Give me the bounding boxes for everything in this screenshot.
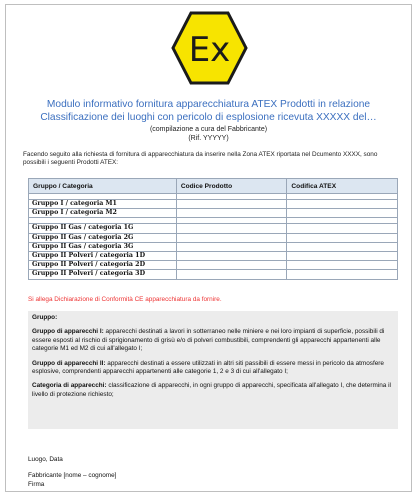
table-row: [29, 224, 398, 233]
table-row: [29, 251, 398, 260]
document-subtitle: [6, 125, 411, 143]
header-codice-prodotto: Codice Prodotto: [176, 179, 287, 194]
logo-text: Ex: [188, 30, 231, 70]
definition-label: Gruppo di apparecchi I:: [32, 328, 104, 336]
definition-text: apparecchi destinati a essere utilizzati in altri siti passibili di essere messi in pericolo da atmosfere esplosive, comprendenti apparecchi appartenenti alle categorie 1, 2 e 3 di cui all'allegato I;: [32, 359, 384, 376]
atex-code-cell[interactable]: [287, 251, 398, 260]
table-row: [29, 270, 398, 279]
intro-paragraph: Facendo seguito alla richiesta di fornitura di apparecchiatura da inserire nella Zona ATEX riportata nel Dcumento XXXX, sono possibili i seguenti Prodotti ATEX:: [23, 151, 378, 167]
product-table: [28, 178, 398, 280]
category-cell: Gruppo II Polveri / categoria 3D: [29, 270, 177, 279]
attachment-note: Si allega Dichiarazione di Conformità CE apparecchiatura da fornire.: [28, 296, 222, 303]
definition-group-ii: [32, 360, 395, 377]
atex-code-cell[interactable]: [287, 224, 398, 233]
category-cell: Gruppo II Gas / categoria 1G: [29, 224, 177, 233]
definitions-heading-text: Gruppo:: [32, 314, 58, 321]
header-gruppo-categoria: Gruppo / Categoria: [29, 179, 177, 194]
definition-text: apparecchi destinati a lavori in sotterraneo nelle miniere e nei loro impianti di superficie, possibili di essere esposti al rischio di sprigionamento di grisù e/o di polveri combustibili, comprendenti gli apparecchi appartenenti alle categorie M1 ed M2 di cui all'allegato I;: [32, 328, 385, 353]
product-code-cell[interactable]: [176, 200, 287, 209]
table-row: [29, 242, 398, 251]
definition-text: classificazione di apparecchi, in ogni gruppo di apparecchi, specificata all'allegato I, che determina il livello di protezione richiesto;: [32, 382, 391, 398]
product-code-cell[interactable]: [176, 251, 287, 260]
atex-code-cell[interactable]: [287, 270, 398, 279]
definitions-heading: [32, 314, 395, 322]
definition-label: Gruppo di apparecchi II:: [32, 359, 106, 367]
table-row: [29, 261, 398, 270]
category-cell: Gruppo II Polveri / categoria 1D: [29, 251, 177, 260]
category-cell: Gruppo I / categoria M2: [29, 209, 177, 218]
header-codifica-atex: Codifica ATEX: [287, 179, 398, 194]
table-header-row: [29, 179, 398, 194]
definition-group-i: [32, 328, 395, 353]
title-line-2: Classificazione dei luoghi con pericolo di esplosione ricevuta XXXXX del…: [40, 112, 377, 123]
category-cell: Gruppo II Polveri / categoria 2D: [29, 261, 177, 270]
atex-code-cell[interactable]: [287, 209, 398, 218]
atex-ex-logo: [171, 11, 248, 85]
document-title: [28, 98, 389, 124]
product-code-cell[interactable]: [176, 209, 287, 218]
category-cell: Gruppo I / categoria M1: [29, 200, 177, 209]
definition-category: [32, 382, 395, 399]
place-date-line: Luogo, Data: [28, 456, 63, 463]
atex-code-cell[interactable]: [287, 233, 398, 242]
product-code-cell[interactable]: [176, 224, 287, 233]
document-page: [5, 4, 412, 492]
atex-code-cell[interactable]: [287, 200, 398, 209]
definition-label: Categoria di apparecchi:: [32, 382, 107, 390]
product-code-cell[interactable]: [176, 242, 287, 251]
subtitle-line-1: (compilazione a cura del Fabbricante): [149, 126, 268, 133]
product-code-cell[interactable]: [176, 261, 287, 270]
atex-code-cell[interactable]: [287, 242, 398, 251]
category-cell: Gruppo II Gas / categoria 2G: [29, 233, 177, 242]
table-row: [29, 233, 398, 242]
definitions-box: [28, 311, 398, 429]
signature-line: Firma: [28, 480, 45, 488]
subtitle-line-2: (Rif. YYYYY): [188, 135, 229, 142]
table-row: [29, 209, 398, 218]
category-cell: Gruppo II Gas / categoria 3G: [29, 242, 177, 251]
product-code-cell[interactable]: [176, 270, 287, 279]
atex-code-cell[interactable]: [287, 261, 398, 270]
signature-block: [28, 456, 116, 489]
table-row: [29, 200, 398, 209]
manufacturer-line: Fabbricante [nome – cognome]: [28, 472, 117, 480]
product-code-cell[interactable]: [176, 233, 287, 242]
title-line-1: Modulo informativo fornitura apparecchiatura ATEX Prodotti in relazione: [46, 99, 371, 110]
